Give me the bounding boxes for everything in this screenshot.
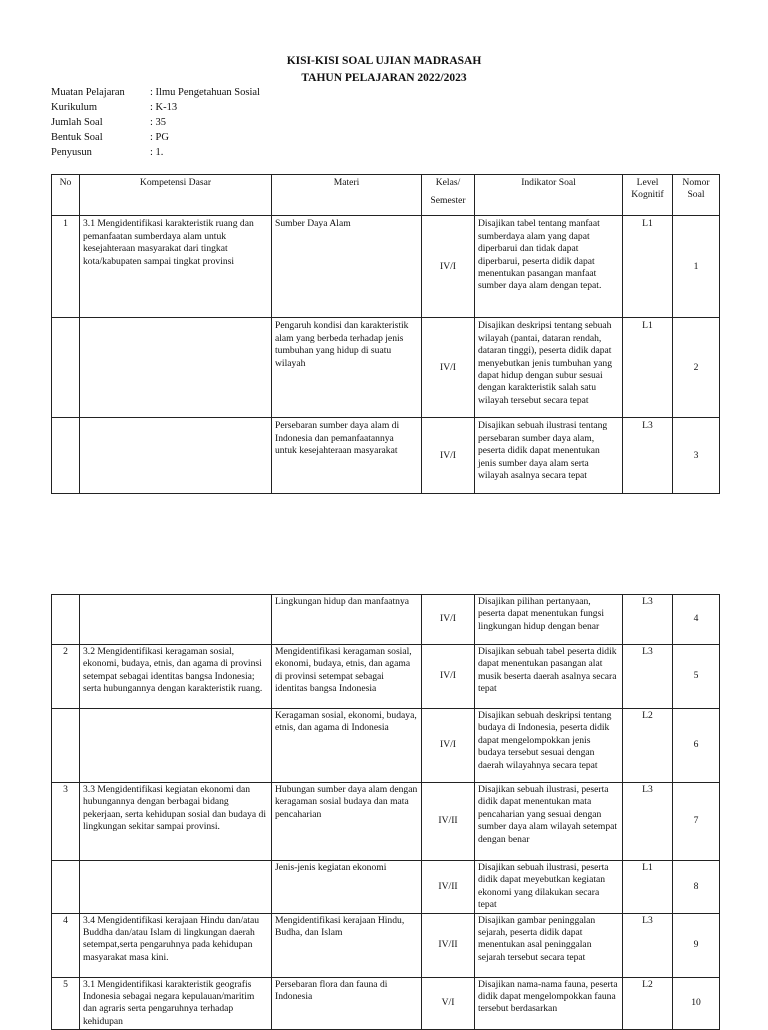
table-row [52,645,720,709]
table-row [52,977,720,1030]
header-no: No [52,175,80,216]
cell-nomor-soal: 6 [673,709,720,783]
table-body [52,595,720,1030]
table-row [52,709,720,783]
table-row [52,861,720,914]
cell-level-kognitif: L3 [623,783,673,861]
meta-key: Muatan Pelajaran [51,87,125,98]
cell-indikator-soal: Disajikan sebuah tabel peserta didik dapat menentukan pasangan alat musik beserta daerah asalnya secara tepat [475,645,623,709]
cell-materi: Mengidentifikasi kerajaan Hindu, Budha, dan Islam [272,913,422,977]
cell-kompetensi-dasar: 3.4 Mengidentifikasi kerajaan Hindu dan/atau Buddha dan/atau Islam di lingkungan daerah setempat,serta pengaruhnya pada kehidupan masyarakat masa kini. [80,913,272,977]
cell-no: 5 [52,977,80,1030]
cell-kompetensi-dasar: 3.1 Mengidentifikasi karakteristik geografis Indonesia sebagai negara kepulauan/maritim dan agraris serta pengaruhnya terhadap kehidupan [80,977,272,1030]
cell-kompetensi-dasar: 3.2 Mengidentifikasi keragaman sosial, ekonomi, budaya, etnis, dan agama di provinsi setempat sebagai identitas bangsa Indonesia; serta hubungannya dengan karakteristik ruang. [80,645,272,709]
cell-kompetensi-dasar: 3.3 Mengidentifikasi kegiatan ekonomi dan hubungannya dengan berbagai bidang pekerjaan, serta kehidupan sosial dan budaya di lingkungan sekitar sampai provinsi. [80,783,272,861]
table-row [52,783,720,861]
cell-kelas-semester: IV/I [422,709,475,783]
table-row [52,595,720,645]
cell-no [52,861,80,914]
cell-nomor-soal: 2 [673,318,720,418]
cell-indikator-soal: Disajikan sebuah ilustrasi, peserta didik dapat menentukan mata pencaharian yang sesuai dengan sumber daya alam wilayah setempat dengan benar [475,783,623,861]
kisi-kisi-table-page-1 [51,174,720,494]
meta-row [51,85,260,100]
cell-kelas-semester: IV/I [422,216,475,318]
cell-level-kognitif: L1 [623,216,673,318]
cell-indikator-soal: Disajikan sebuah ilustrasi tentang persebaran sumber daya alam, peserta didik dapat menentukan jenis sumber daya alam serta wilayah asalnya secara tepat [475,418,623,494]
meta-row [51,100,260,115]
meta-value: : PG [150,132,169,143]
cell-kompetensi-dasar [80,709,272,783]
table-row [52,418,720,494]
table-row [52,216,720,318]
document-meta [51,85,260,160]
cell-no [52,318,80,418]
cell-kelas-semester: V/I [422,977,475,1030]
cell-materi: Sumber Daya Alam [272,216,422,318]
cell-materi: Lingkungan hidup dan manfaatnya [272,595,422,645]
kisi-kisi-table-page-2 [51,594,720,1030]
meta-key: Bentuk Soal [51,132,103,143]
cell-indikator-soal: Disajikan sebuah deskripsi tentang budaya di Indonesia, peserta didik dapat mengelompokkan jenis budaya tersebut sesuai dengan daerah wilayahnya secara tepat [475,709,623,783]
cell-kelas-semester: IV/II [422,913,475,977]
cell-kelas-semester: IV/II [422,783,475,861]
cell-no: 4 [52,913,80,977]
cell-kompetensi-dasar [80,418,272,494]
cell-kelas-semester: IV/I [422,418,475,494]
document-title: KISI-KISI SOAL UJIAN MADRASAH [286,55,482,67]
table-row [52,913,720,977]
cell-kelas-semester: IV/I [422,645,475,709]
document-subtitle: TAHUN PELAJARAN 2022/2023 [301,72,467,84]
cell-no: 2 [52,645,80,709]
cell-nomor-soal: 7 [673,783,720,861]
meta-value: : Ilmu Pengetahuan Sosial [150,87,260,98]
cell-indikator-soal: Disajikan gambar peninggalan sejarah, peserta didik dapat menentukan asal peninggalan sejarah tersebut secara tepat [475,913,623,977]
cell-nomor-soal: 4 [673,595,720,645]
cell-indikator-soal: Disajikan tabel tentang manfaat sumberdaya alam yang dapat diperbarui dan tidak dapat diperbarui, peserta didik dapat menentukan pasangan manfaat sumber daya alam dengan tepat. [475,216,623,318]
cell-kompetensi-dasar [80,595,272,645]
cell-indikator-soal: Disajikan nama-nama fauna, peserta didik dapat mengelompokkan fauna tersebut berdasarkan [475,977,623,1030]
meta-value: : 1. [150,147,164,158]
cell-nomor-soal: 9 [673,913,720,977]
cell-nomor-soal: 10 [673,977,720,1030]
cell-level-kognitif: L3 [623,913,673,977]
header-kelas-semester: Kelas/ Semester [422,175,475,216]
cell-no: 3 [52,783,80,861]
cell-kelas-semester: IV/II [422,861,475,914]
cell-kompetensi-dasar [80,318,272,418]
table-header-row [52,175,720,216]
table-row [52,318,720,418]
cell-level-kognitif: L2 [623,977,673,1030]
cell-indikator-soal: Disajikan sebuah ilustrasi, peserta didik dapat meyebutkan kegiatan ekonomi yang dilakukan secara tepat [475,861,623,914]
cell-materi: Persebaran sumber daya alam di Indonesia dan pemanfaatannya untuk kesejahteraan masyarakat [272,418,422,494]
meta-key: Penyusun [51,147,92,158]
meta-value: : 35 [150,117,167,128]
meta-row [51,130,260,145]
meta-key: Jumlah Soal [51,117,103,128]
header-materi: Materi [272,175,422,216]
header-nomor-soal: Nomor Soal [673,175,720,216]
cell-materi: Mengidentifikasi keragaman sosial, ekonomi, budaya, etnis, dan agama di provinsi setempat sebagai identitas bangsa Indonesia [272,645,422,709]
cell-kelas-semester: IV/I [422,595,475,645]
cell-materi: Keragaman sosial, ekonomi, budaya, etnis, dan agama di Indonesia [272,709,422,783]
cell-level-kognitif: L2 [623,709,673,783]
meta-value: : K-13 [150,102,178,113]
cell-kompetensi-dasar: 3.1 Mengidentifikasi karakteristik ruang dan pemanfaatan sumberdaya alam untuk kesejahteraan masyarakat dari tingkat kota/kabupaten sampai tingkat provinsi [80,216,272,318]
meta-row [51,145,260,160]
cell-no [52,418,80,494]
cell-no [52,709,80,783]
cell-no [52,595,80,645]
meta-key: Kurikulum [51,102,98,113]
cell-kelas-semester: IV/I [422,318,475,418]
cell-level-kognitif: L1 [623,318,673,418]
cell-indikator-soal: Disajikan pilihan pertanyaan, peserta dapat menentukan fungsi lingkungan hidup dengan benar [475,595,623,645]
cell-nomor-soal: 3 [673,418,720,494]
cell-level-kognitif: L3 [623,595,673,645]
cell-nomor-soal: 8 [673,861,720,914]
header-kompetensi-dasar: Kompetensi Dasar [80,175,272,216]
cell-level-kognitif: L3 [623,645,673,709]
cell-materi: Jenis-jenis kegiatan ekonomi [272,861,422,914]
cell-nomor-soal: 1 [673,216,720,318]
cell-materi: Persebaran flora dan fauna di Indonesia [272,977,422,1030]
meta-row [51,115,260,130]
cell-level-kognitif: L1 [623,861,673,914]
cell-level-kognitif: L3 [623,418,673,494]
cell-kompetensi-dasar [80,861,272,914]
cell-nomor-soal: 5 [673,645,720,709]
cell-materi: Hubungan sumber daya alam dengan keragaman sosial budaya dan mata pencaharian [272,783,422,861]
cell-materi: Pengaruh kondisi dan karakteristik alam yang berbeda terhadap jenis tumbuhan yang hidup di suatu wilayah [272,318,422,418]
cell-indikator-soal: Disajikan deskripsi tentang sebuah wilayah (pantai, dataran rendah, dataran tinggi), peserta didik dapat menyebutkan jenis tumbuhan yang dapat hidup dengan subur sesuai dengan karakteristik salah satu wilayah tersebut secara tepat [475,318,623,418]
header-level-kognitif: Level Kognitif [623,175,673,216]
table-body [52,216,720,494]
cell-no: 1 [52,216,80,318]
header-indikator-soal: Indikator Soal [475,175,623,216]
